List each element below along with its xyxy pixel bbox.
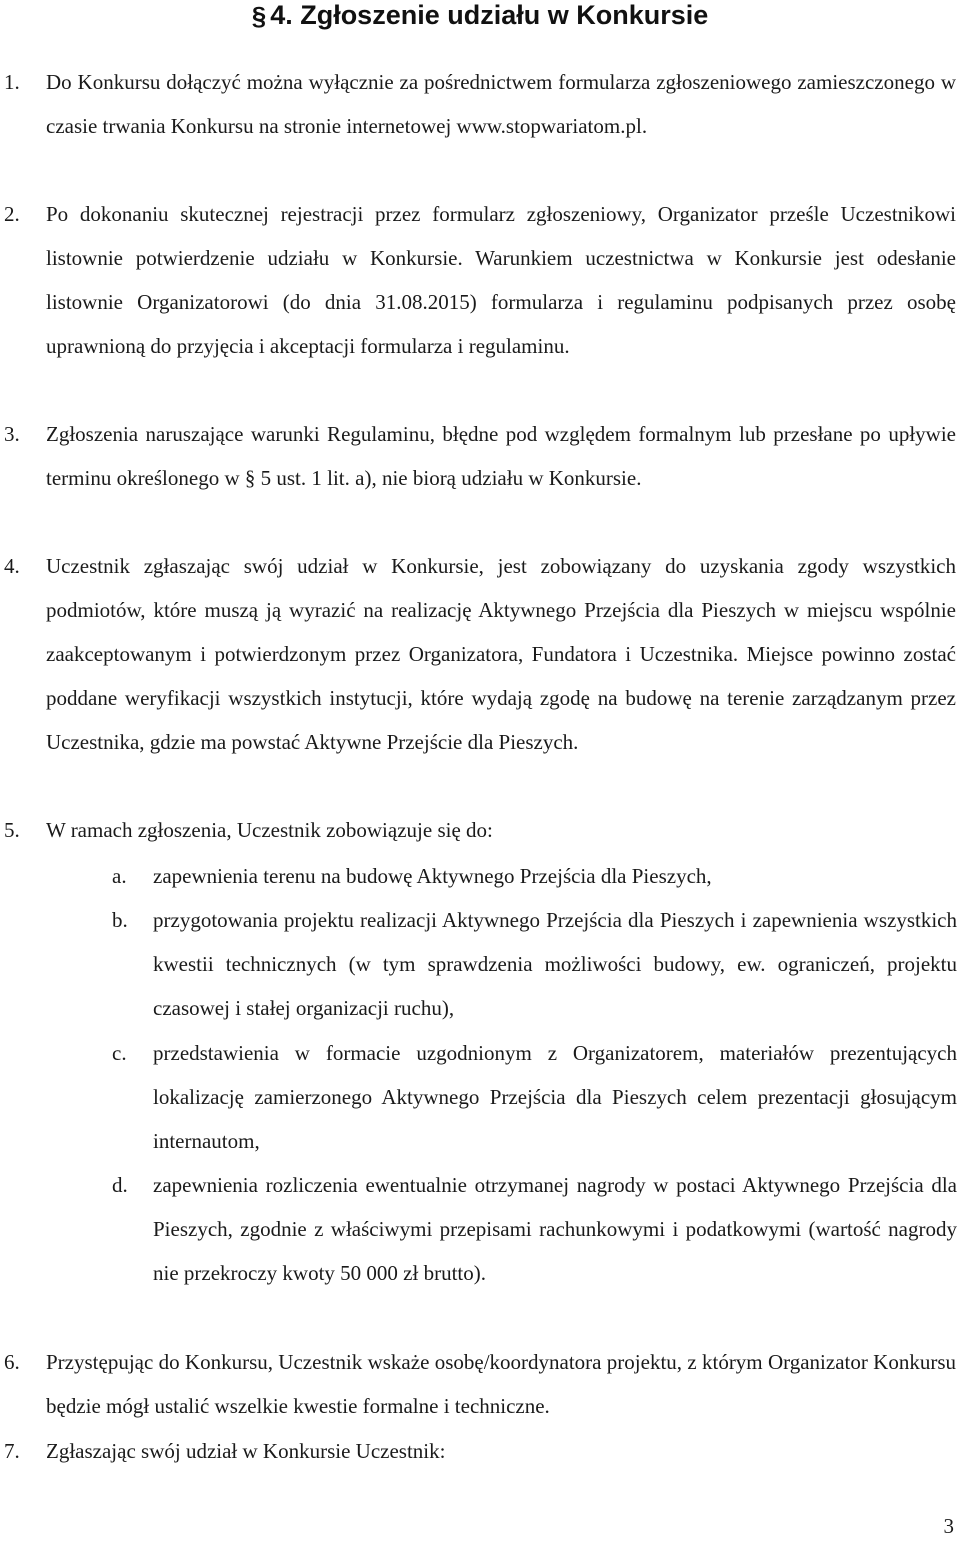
list-item-text: W ramach zgłoszenia, Uczestnik zobowiązuje się do: — [46, 818, 493, 842]
list-item-number: 6. — [4, 1350, 20, 1374]
list-item-number: 3. — [4, 422, 20, 446]
list-item-number: 7. — [4, 1439, 20, 1463]
list-item-text: Przystępując do Konkursu, Uczestnik wskaże osobę/koordynatora projektu, z którym Organizator Konkursu będzie mógł ustalić wszelkie kwestie formalne i techniczne. — [46, 1350, 956, 1418]
list-item-text: Uczestnik zgłaszając swój udział w Konkursie, jest zobowiązany do uzyskania zgody wszystkich podmiotów, które muszą ją wyrazić na realizację Aktywnego Przejścia dla Pieszych w miejscu wspólnie zaakceptowanym i potwierdzonym przez Organizatora, Fundatora i Uczestnika. Miejsce powinno zostać poddane weryfikacji wszystkich instytucji, które wydają zgodę na budowę na terenie zarządzanym przez Uczestnika, gdzie ma powstać Aktywne Przejście dla Pieszych. — [46, 554, 956, 754]
section-sign: § — [251, 1, 267, 31]
sub-item-text: przygotowania projektu realizacji Aktywnego Przejścia dla Pieszych i zapewnienia wszystkich kwestii technicznych (w tym sprawdzenia możliwości budowy, ew. ograniczeń, projektu czasowej i stałej organizacji ruchu), — [153, 908, 957, 1020]
list-item-text: Do Konkursu dołączyć można wyłącznie za pośrednictwem formularza zgłoszeniowego zamieszczonego w czasie trwania Konkursu na stronie internetowej www.stopwariatom.pl. — [46, 70, 956, 138]
list-item-number: 1. — [4, 70, 20, 94]
sub-item-text: zapewnienia rozliczenia ewentualnie otrzymanej nagrody w postaci Aktywnego Przejścia dla Pieszych, zgodnie z właściwymi przepisami rachunkowymi i podatkowymi (wartość nagrody nie przekroczy kwoty 50 000 zł brutto). — [153, 1173, 957, 1285]
section-title: 4. Zgłoszenie udziału w Konkursie — [270, 0, 709, 30]
website-link[interactable]: www.stopwariatom.pl — [456, 114, 642, 138]
section-heading — [0, 0, 960, 30]
sub-item-letter: a. — [112, 864, 127, 888]
sub-item-letter: c. — [112, 1041, 127, 1065]
list-item-number: 5. — [4, 818, 20, 842]
list-item-text: Po dokonaniu skutecznej rejestracji przez formularz zgłoszeniowy, Organizator prześle Uczestnikowi listownie potwierdzenie udziału w Konkursie. Warunkiem uczestnictwa w Konkursie jest odesłanie listownie Organizatorowi (do dnia 31.08.2015) formularza i regulaminu podpisanych przez osobę uprawnioną do przyjęcia i akceptacji formularza i regulaminu. — [46, 202, 956, 358]
sub-item-letter: d. — [112, 1173, 128, 1197]
sub-item-letter: b. — [112, 908, 128, 932]
list-item-text: Zgłaszając swój udział w Konkursie Uczestnik: — [46, 1439, 446, 1463]
sub-item-text: zapewnienia terenu na budowę Aktywnego Przejścia dla Pieszych, — [153, 864, 712, 888]
list-item-text: Zgłoszenia naruszające warunki Regulaminu, błędne pod względem formalnym lub przesłane po upływie terminu określonego w § 5 ust. 1 lit. a), nie biorą udziału w Konkursie. — [46, 422, 956, 490]
sub-item-text: przedstawienia w formacie uzgodnionym z Organizatorem, materiałów prezentujących lokalizację zamierzonego Aktywnego Przejścia dla Pieszych celem prezentacji głosującym internautom, — [153, 1041, 957, 1153]
list-item-number: 4. — [4, 554, 20, 578]
page-number: 3 — [943, 1514, 954, 1538]
list-item-number: 2. — [4, 202, 20, 226]
